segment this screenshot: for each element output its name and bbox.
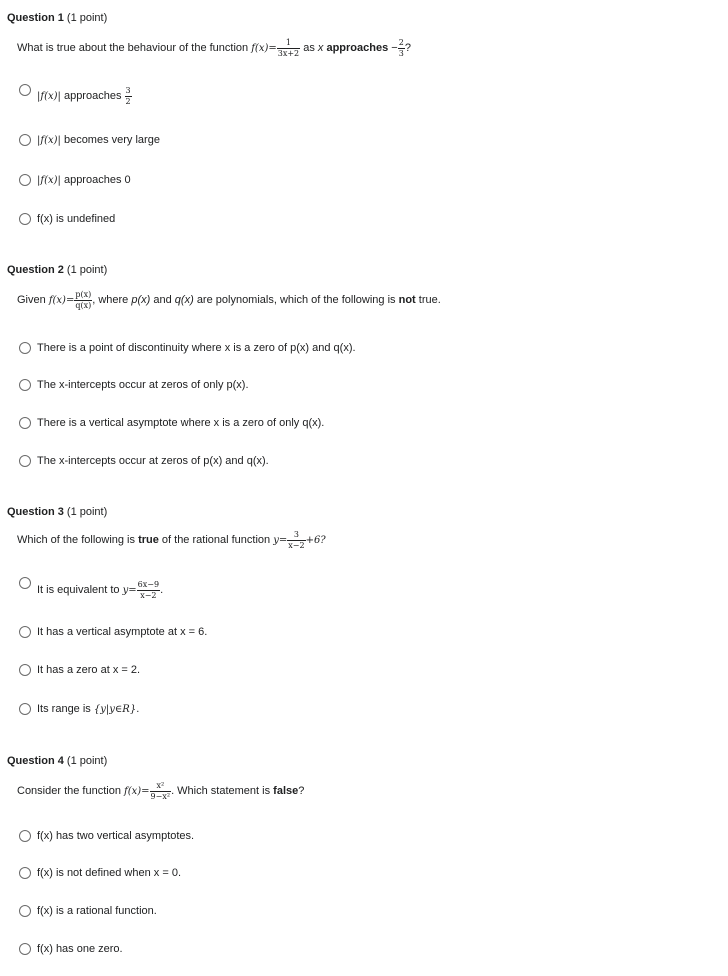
q3-option-4-label[interactable]: Its range is {y|y∈R}. <box>37 703 140 715</box>
q2-option-3-radio[interactable] <box>19 417 31 429</box>
q3-option-2-label[interactable]: It has a vertical asymptote at x = 6. <box>37 626 208 638</box>
q1-option-2-label[interactable]: |f(x)| becomes very large <box>37 134 160 146</box>
q3-option-1-label[interactable]: It is equivalent to y= $\frac{6x-9}{x-2}$ . <box>37 579 164 600</box>
q2-option-2-label[interactable]: The x-intercepts occur at zeros of only p(x). <box>37 379 249 391</box>
q2-option-1-radio[interactable] <box>19 342 31 354</box>
q4-option-3-radio[interactable] <box>19 905 31 917</box>
q4-option-1-label[interactable]: f(x) has two vertical asymptotes. <box>37 830 195 842</box>
q1-limit-fraction: $\frac{2}{3}$ <box>398 37 404 58</box>
q1-option-1-label[interactable]: |f(x)| approaches $\frac{3}{2}$ <box>37 85 131 106</box>
question-4-prompt: Consider the function f(x)= $\frac{\text{x²}}{\text{9−x²}}$ . Which statement is false? <box>17 780 305 801</box>
question-1-prompt: What is true about the behaviour of the function f(x)= $\frac{1}{3x+2}$ as x approaches − $\frac{2}{3}$ ? <box>17 37 411 58</box>
q4-option-2-label[interactable]: f(x) is not defined when x = 0. <box>37 867 181 879</box>
q3-option-2-radio[interactable] <box>19 626 31 638</box>
q4-option-3-label[interactable]: f(x) is a rational function. <box>37 905 157 917</box>
q3-function-fraction: $\frac{3}{x-2}$ <box>288 529 305 550</box>
q2-function-fraction: $\frac{p(x)}{q(x)}$ <box>75 289 92 310</box>
q4-option-2-radio[interactable] <box>19 867 31 879</box>
question-3-title: Question 3 (1 point) <box>7 506 108 518</box>
q3-option-3-label[interactable]: It has a zero at x = 2. <box>37 664 141 676</box>
q3-option-4-radio[interactable] <box>19 703 31 715</box>
q1-option-2-radio[interactable] <box>19 134 31 146</box>
q2-option-4-label[interactable]: The x-intercepts occur at zeros of p(x) and q(x). <box>37 455 269 467</box>
question-4-title: Question 4 (1 point) <box>7 755 108 767</box>
q2-option-1-label[interactable]: There is a point of discontinuity where x is a zero of p(x) and q(x). <box>37 342 356 354</box>
q2-option-3-label[interactable]: There is a vertical asymptote where x is a zero of only q(x). <box>37 417 325 429</box>
q4-option-1-radio[interactable] <box>19 830 31 842</box>
q3-option-3-radio[interactable] <box>19 664 31 676</box>
q1-option-1-radio[interactable] <box>19 84 31 96</box>
q4-function-fraction: $\frac{\text{x²}}{\text{9−x²}}$ <box>150 780 171 801</box>
question-1-title: Question 1 (1 point) <box>7 12 108 24</box>
q2-option-4-radio[interactable] <box>19 455 31 467</box>
q1-option-3-label[interactable]: |f(x)| approaches 0 <box>37 174 131 186</box>
question-2-title: Question 2 (1 point) <box>7 264 108 276</box>
q1-option-3-radio[interactable] <box>19 174 31 186</box>
q1-option-4-radio[interactable] <box>19 213 31 225</box>
q1-option-4-label[interactable]: f(x) is undefined <box>37 213 116 225</box>
q4-option-4-radio[interactable] <box>19 943 31 955</box>
q4-option-4-label[interactable]: f(x) has one zero. <box>37 943 123 955</box>
q3-option-1-radio[interactable] <box>19 577 31 589</box>
question-2-prompt: Given f(x)= $\frac{p(x)}{q(x)}$ , where p(x) and q(x) are polynomials, which of the following is not true. <box>17 289 441 310</box>
question-3-prompt: Which of the following is true of the rational function y= $\frac{3}{x-2}$ +6? <box>17 529 326 550</box>
q2-option-2-radio[interactable] <box>19 379 31 391</box>
q1-function-fraction: $\frac{1}{3x+2}$ <box>277 37 300 58</box>
